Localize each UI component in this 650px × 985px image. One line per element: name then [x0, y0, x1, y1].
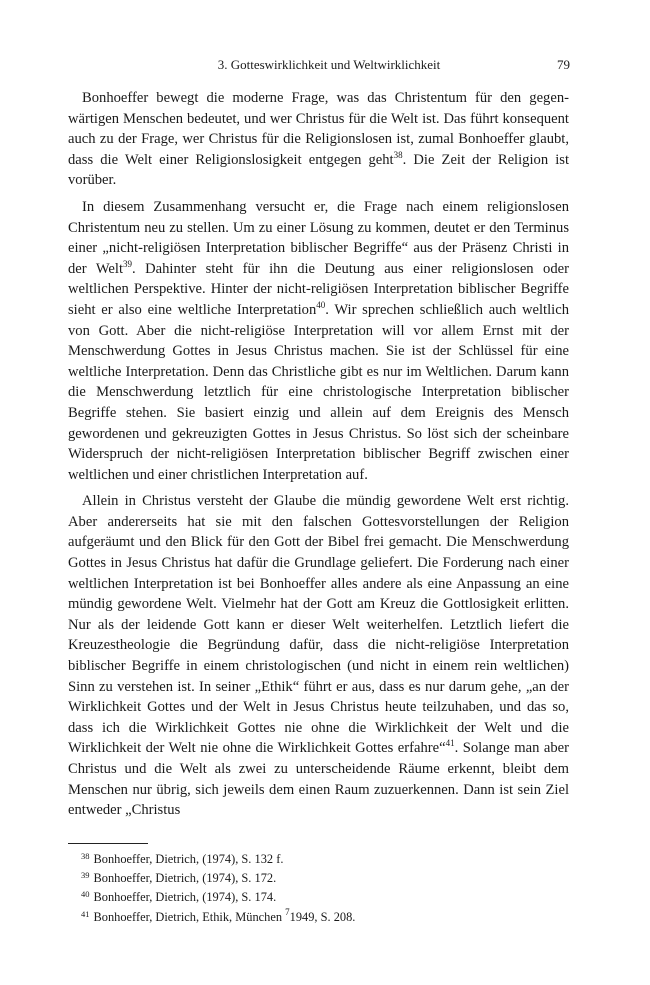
- footnote-number: 38: [81, 851, 90, 861]
- footnote-ref[interactable]: 40: [316, 299, 326, 310]
- footnote-number: 39: [81, 870, 90, 881]
- page-number: 79: [557, 57, 570, 72]
- main-text: [68, 88, 569, 827]
- paragraph-3: [68, 491, 569, 821]
- text-run: Bonhoeffer bewegt die moderne Frage, was das Christentum für den gegenwärtigen Menschen bedeutet, und wer Christus für die Welt ist. Das führt konsequent auch zu der Frage, wer Christus für die Religionslosen ist, zumal Bonhoeffer glaubt, dass die Welt einer Religionslosigkeit entgegen geht: [68, 90, 569, 168]
- footnote-text-end: 1949, S. 208.: [289, 909, 356, 924]
- text-run: Allein in Christus versteht der Glaube die mündig gewordene Welt erst richtig. Aber andererseits hat sie mit den falschen Gottesvorstellungen der Religion aufgeräumt und den Blick für den Gott der Bibel frei gemacht. Die Menschwerdung Gottes in Jesus Christus hat dafür die Grundlage geliefert. Die Forderung nach einer weltlichen Interpretation ist bei Bonhoeffer alles andere als eine Anpassung an eine mündig gewordene Welt. Vielmehr hat der Gott am Kreuz die Gottlosigkeit erlitten. Nur als der leidende Gott kann er dieser Welt weiterhelfen. Letztlich liefert die Kreuzestheologie die Begründung dafür, dass die nicht-religiöse Interpretation biblischer Begriffe in einem christologischen (und nicht in einem rein weltlichen) Sinn zu verstehen ist. In seiner „Ethik“ führt er aus, dass es nur darum gehe, „an der Wirklichkeit Gottes und der Welt in Jesus Christus heute teilzuhaben, und das so, dass ich die Wirklichkeit Gottes nie ohne die Wirklichkeit der Welt und die Wirklichkeit der Welt nie ohne die Wirklichkeit Gottes erfahre“: [68, 493, 569, 757]
- footnote-divider: [68, 843, 148, 844]
- footnote-ref[interactable]: 41: [445, 738, 455, 749]
- footnote-ref[interactable]: 38: [393, 149, 403, 160]
- footnote-text: Bonhoeffer, Dietrich, (1974), S. 132 f.: [93, 852, 284, 866]
- footnote-text: Bonhoeffer, Dietrich, Ethik, München: [93, 909, 286, 924]
- chapter-title: 3. Gotteswirklichkeit und Weltwirklichkeit: [217, 57, 441, 72]
- footnote-number: 41: [81, 908, 90, 919]
- edition-number: 7: [285, 906, 290, 917]
- footnote-41: [68, 906, 570, 925]
- text-run: . Wir sprechen schließlich auch weltlich von Gott. Aber die nicht-religiöse Interpretation will vor allem Ernst mit der Menschwerdung Gottes in Jesus Christus machen. Sie ist der Schlüssel für eine weltliche Interpretation. Denn das Christliche gibt es nur im Weltlichen. Darum kann die Menschwerdung letztlich für eine christologische Interpretation biblischer Begriffe stehen. Sie basiert einzig und allein auf dem Ereignis des Mensch gewordenen und gekreuzigten Gottes in Jesus Christus. So löst sich der scheinbare Widerspruch der nicht-religiösen Interpretation biblischer Begriff zwischen einer weltlichen und einer christlichen Interpretation auf.: [68, 301, 569, 483]
- running-header: [68, 57, 570, 73]
- text-run: . Die Zeit der Religion ist vorüber.: [68, 151, 569, 189]
- footnote-40: [68, 886, 570, 905]
- footnote-38: [68, 848, 570, 867]
- footnote-number: 40: [81, 889, 90, 900]
- footnote-text: Bonhoeffer, Dietrich, (1974), S. 172.: [93, 871, 277, 886]
- paragraph-2: [68, 197, 569, 485]
- footnote-ref[interactable]: 39: [123, 258, 133, 269]
- footnote-39: [68, 867, 570, 886]
- text-run: In diesem Zusammenhang versucht er, die Frage nach einem religionslosen Christentum neu zu stellen. Um zu einer Lösung zu kommen, deutet er den Terminus einer „nicht-religiösen Interpretation biblischer Begriffe“ aus der Präsenz Christi in der Welt: [68, 198, 569, 277]
- text-run: . Solange man aber Christus und die Welt als zwei zu unterscheidende Räume erkennt, bleibt dem Menschen nur übrig, sich jeweils dem einen Raum zuzuerkennen. Dann ist sein Ziel entweder „Christus: [68, 740, 569, 819]
- footnote-text: Bonhoeffer, Dietrich, (1974), S. 174.: [93, 890, 277, 905]
- text-run: . Dahinter steht für ihn die Deutung aus einer religionslosen oder weltlichen Perspektive. Hinter der nicht-religiösen Interpretation biblischer Begriffe sieht er also eine weltliche Interpretation: [68, 260, 569, 318]
- footnotes: [68, 848, 570, 925]
- paragraph-1: [68, 88, 569, 191]
